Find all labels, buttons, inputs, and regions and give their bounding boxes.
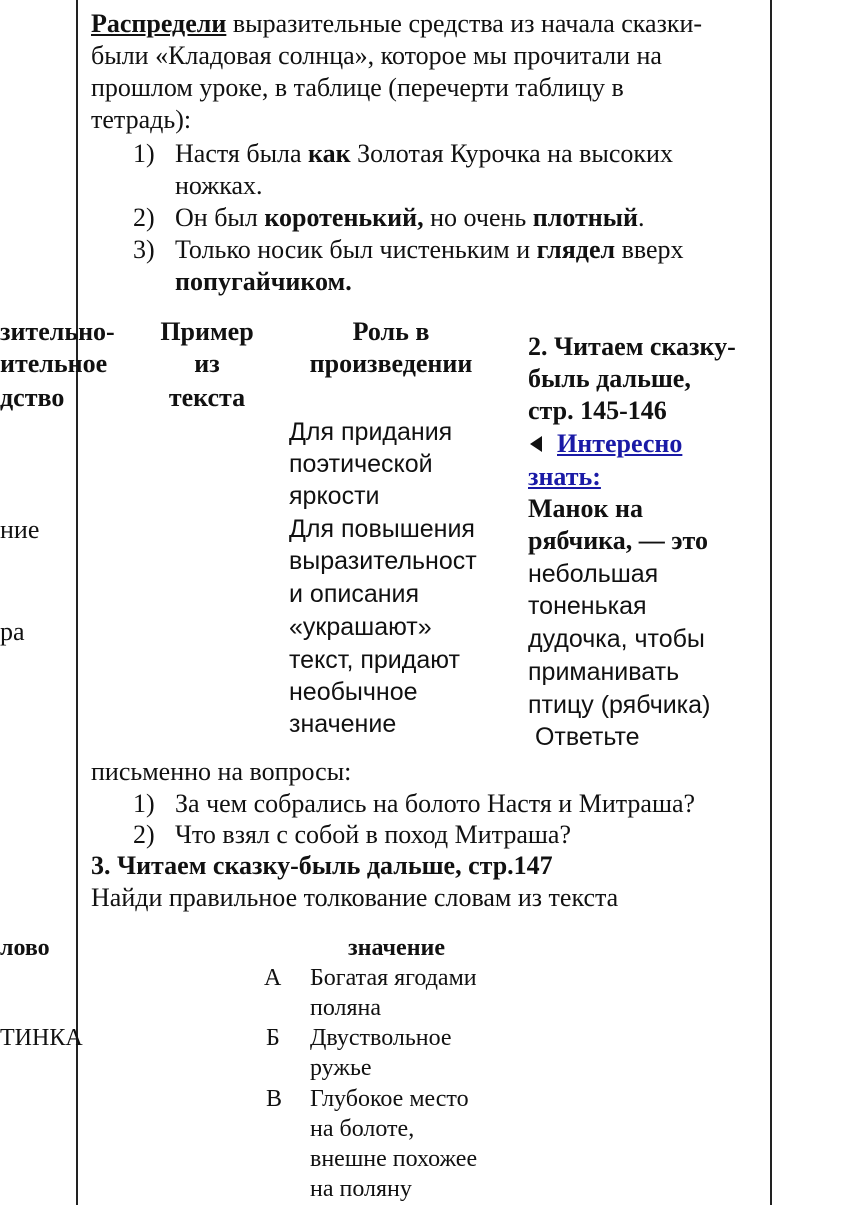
- list-item-text: но очень: [423, 203, 533, 232]
- task1-lead: Распредели: [91, 9, 227, 38]
- note-line: приманивать: [528, 658, 680, 686]
- note-line: небольшая: [528, 560, 659, 588]
- task2-heading-3: стр. 145-146: [528, 396, 667, 425]
- table1-col2-header-1: Пример: [160, 317, 254, 346]
- list-item-text: вверх: [615, 235, 684, 264]
- table1-col2-header-3: текста: [168, 383, 246, 412]
- list-item-3-cont: попугайчиком.: [175, 267, 352, 296]
- task1-line-text: выразительные средства из начала сказки-: [226, 9, 703, 38]
- note-line: птицу (рябчика): [528, 691, 711, 719]
- role-text-line: выразительност: [289, 547, 477, 575]
- table1-col3-header-1: Роль в: [352, 317, 430, 346]
- role-text-line: необычное: [289, 678, 418, 706]
- list-item-bold: плотный: [532, 203, 639, 232]
- role-text-line: яркости: [289, 482, 380, 510]
- table1-col3-header-2: произведении: [309, 349, 473, 378]
- meaning-line: поляна: [310, 995, 382, 1021]
- task2-heading-1: 2. Читаем сказку-: [528, 332, 736, 361]
- list-item-text: Настя была: [175, 139, 309, 168]
- interesting-link[interactable]: Интересно: [557, 429, 683, 458]
- meaning-line: ружье: [310, 1055, 372, 1081]
- list-item-text: Золотая Курочка на высоких: [350, 139, 673, 168]
- meaning-line: Глубокое место: [310, 1086, 469, 1112]
- note-term-2: [528, 525, 708, 557]
- meaning-line: внешне похожее: [310, 1146, 478, 1172]
- task3-instruction: Найди правильное толкование словам из текста: [91, 883, 619, 912]
- table2-word: ТИНКА: [0, 1025, 83, 1051]
- meaning-letter: А: [264, 965, 282, 991]
- list-item-1-cont: ножках.: [175, 171, 263, 200]
- task2-continue: письменно на вопросы:: [91, 757, 352, 786]
- table1-row-label-2: ра: [0, 617, 25, 646]
- table-border-right: [770, 0, 772, 1205]
- interesting-link-cont[interactable]: знать:: [528, 462, 601, 491]
- list-item-text: .: [638, 203, 645, 232]
- note-line: тоненькая: [528, 592, 647, 620]
- task1-line-1: [91, 8, 702, 40]
- question-1: За чем собрались на болото Настя и Митраша?: [175, 789, 696, 818]
- table2-col-word-header: лово: [0, 935, 50, 961]
- note-term-bold: рябчика: [528, 526, 626, 555]
- list-number: 3): [133, 235, 155, 264]
- list-item-2: [175, 202, 645, 234]
- task1-line-4: тетрадь):: [91, 105, 192, 134]
- role-text-line: «украшают»: [289, 613, 432, 641]
- table1-row-label-1: ние: [0, 515, 40, 544]
- list-item-3: [175, 234, 684, 266]
- role-text-line: Для придания: [289, 418, 453, 446]
- task2-heading-2: быль дальше,: [528, 364, 691, 393]
- meaning-letter: Б: [266, 1025, 280, 1051]
- task3-heading: 3. Читаем сказку-быль дальше, стр.147: [91, 851, 553, 880]
- role-text-line: значение: [289, 710, 397, 738]
- list-item-bold: глядел: [536, 235, 616, 264]
- meaning-letter: В: [266, 1086, 283, 1112]
- table1-col1-header-2: ительное: [0, 349, 108, 378]
- meaning-line: на поляну: [310, 1176, 412, 1202]
- list-number: 2): [133, 820, 155, 849]
- meaning-line: Двуствольное: [310, 1025, 452, 1051]
- role-text-line: текст, придают: [289, 646, 460, 674]
- table1-col1-header-1: зительно-: [0, 317, 115, 346]
- note-line: дудочка, чтобы: [528, 625, 705, 653]
- list-item-bold: коротенький,: [264, 203, 424, 232]
- table1-col2-header-2: из: [194, 349, 220, 378]
- task1-line-2: были «Кладовая солнца», которое мы прочитали на: [91, 41, 662, 70]
- role-text-line: поэтической: [289, 450, 433, 478]
- table2-col-meaning-header: значение: [348, 935, 446, 961]
- list-item-text: Он был: [175, 203, 265, 232]
- question-2: Что взял с собой в поход Митраша?: [175, 820, 572, 849]
- list-item-1: [175, 138, 673, 170]
- note-term-rest: , — это: [625, 526, 708, 555]
- answer-text: Ответьте: [528, 723, 640, 751]
- list-number: 1): [133, 789, 155, 818]
- table1-col1-header-3: дство: [0, 383, 65, 412]
- list-item-text: Только носик был чистеньким и: [175, 235, 537, 264]
- meaning-line: Богатая ягодами: [310, 965, 477, 991]
- task1-line-3: прошлом уроке, в таблице (перечерти таблицу в: [91, 73, 624, 102]
- list-number: 2): [133, 203, 155, 232]
- role-text-line: Для повышения: [289, 515, 475, 543]
- speaker-icon[interactable]: [528, 434, 546, 454]
- list-number: 1): [133, 139, 155, 168]
- list-item-bold: как: [308, 139, 351, 168]
- meaning-line: на болоте,: [310, 1116, 415, 1142]
- note-term-1: Манок на: [528, 494, 643, 523]
- role-text-line: и описания: [289, 580, 420, 608]
